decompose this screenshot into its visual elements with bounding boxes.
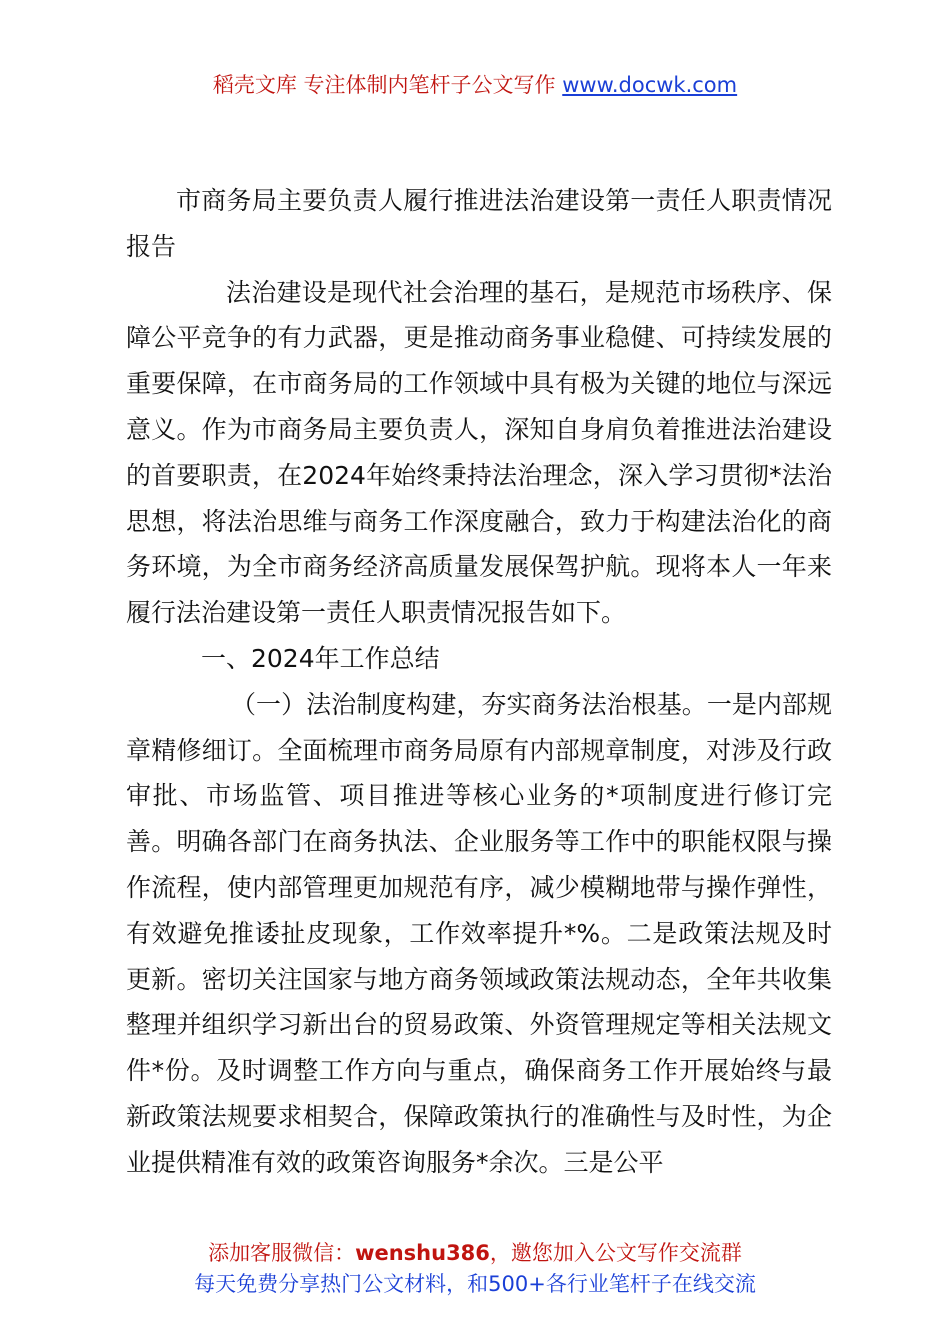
page-header	[0, 70, 950, 100]
wechat-id: wenshu386	[355, 1241, 490, 1265]
footer-share-line: 每天免费分享热门公文材料，和500+各行业笔杆子在线交流	[194, 1272, 756, 1296]
wechat-suffix: ，邀您加入公文写作交流群	[489, 1241, 742, 1265]
document-title: 市商务局主要负责人履行推进法治建设第一责任人职责情况报告	[126, 186, 832, 261]
section-paragraph: （一）法治制度构建，夯实商务法治根基。一是内部规章精修细订。全面梳理市商务局原有内部规章制度，对涉及行政审批、市场监管、项目推进等核心业务的*项制度进行修订完善。明确各部门在商务执法、企业服务等工作中的职能权限与操作流程，使内部管理更加规范有序，减少模糊地带与操作弹性，有效避免推诿扯皮现象，工作效率提升*%。二是政策法规及时更新。密切关注国家与地方商务领域政策法规动态，全年共收集整理并组织学习新出台的贸易政策、外资管理规定等相关法规文件*份。及时调整工作方向与重点，确保商务工作开展始终与最新政策法规要求相契合，保障政策执行的准确性与及时性，为企业提供精准有效的政策咨询服务*余次。三是公平	[126, 689, 832, 1177]
site-link[interactable]: www.docwk.com	[562, 73, 738, 97]
wechat-prefix: 添加客服微信：	[208, 1241, 356, 1265]
page-footer	[0, 1238, 950, 1300]
section-heading: 一、2024年工作总结	[201, 643, 440, 673]
brand-text: 稻壳文库 专注体制内笔杆子公文写作	[212, 73, 556, 97]
footer-wechat-line	[0, 1238, 950, 1269]
intro-paragraph: 法治建设是现代社会治理的基石，是规范市场秩序、保障公平竞争的有力武器，更是推动商务事业稳健、可持续发展的重要保障，在市商务局的工作领域中具有极为关键的地位与深远意义。作为市商务局主要负责人，深知自身肩负着推进法治建设的首要职责，在2024年始终秉持法治理念，深入学习贯彻*法治思想，将法治思维与商务工作深度融合，致力于构建法治化的商务环境，为全市商务经济高质量发展保驾护航。现将本人一年来履行法治建设第一责任人职责情况报告如下。	[126, 277, 832, 628]
document-body	[126, 178, 832, 1186]
